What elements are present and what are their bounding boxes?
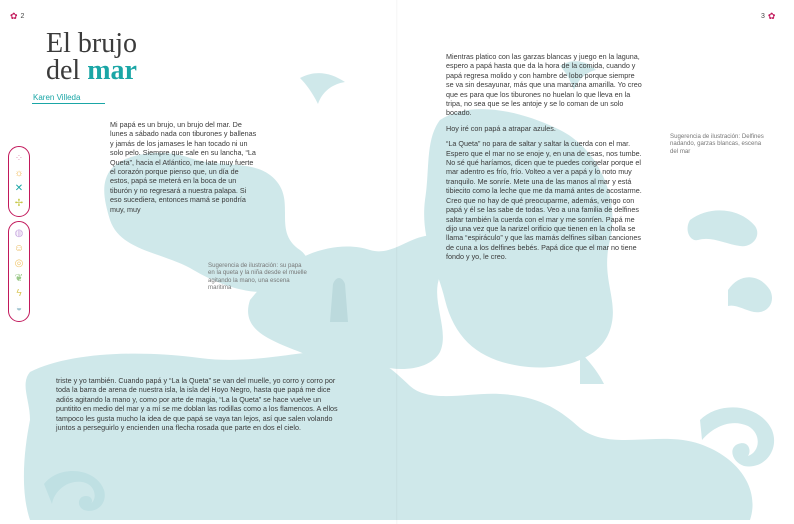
title-line-2 <box>46 57 137 84</box>
page-number-right-text: 3 <box>761 13 765 20</box>
paragraph: Mi papá es un brujo, un brujo del mar. De lunes a sábado nada con tiburones y ballenas y jamás de los jamases le han tocado ni un solo pelo. Siempre que sale en su lancha, “La Queta”, hacia el Atlántico, me late muy fuerte el corazón porque pienso que, un día de estos, papá se meterá en la boca de un tiburón y no regresará a nuestra palapa. Si eso sucediera, entonces mamá se pondría muy, muy <box>110 120 257 214</box>
bolt-icon: ϟ <box>16 288 22 299</box>
illustration-note-left: Sugerencia de ilustración: su papa en la queta y la niña desde el muelle agitando la mano, una escena maritima <box>208 262 307 292</box>
magenta-flower-icon: ✿ <box>10 11 18 21</box>
text-column-3 <box>446 52 642 268</box>
page-gutter <box>396 0 398 524</box>
face-icon: ☺ <box>13 243 25 254</box>
page-number-right <box>761 11 775 22</box>
paragraph: “La Queta” no para de saltar y saltar la cuerda con el mar. Espero que el mar no se enoje y, en una de esas, nos tumbe. No sé qué haríamos, dicen que te puedes congelar porque el mar adentro es frío, frío. Volteo a ver a papá y lo noto muy tranquilo. Me sonríe. Mete una de las manos al mar y está tibiecito como la leche que me da mamá antes de acostarme. Creo que no hay de qué preocuparme, además, vengo con papá y él se las sabe de todas. Veo a una familia de delfines saltar también la cuerda con el mar y me sonríen. Papá me dijo una vez que la narizel orificio que tienen en la cholla se llama “espiráculo” y que las mamás delfines silban canciones de cuna a los delfines bebés. Papá dice que el mar no tiene fondo y yo, le creo. <box>446 139 642 262</box>
paragraph: Hoy iré con papá a atrapar azules. <box>446 123 556 133</box>
teal-x-icon: ✕ <box>14 183 24 194</box>
paragraph: Mientras platico con las garzas blancas y juego en la laguna, espero a papá hasta que da la hora de la comida, cuando y papá regresa molido y con hambre de lobo porque siempre se va sin desayunar, más que una manzana amarilla. Yo creo que es para que los tiburones no huelan lo que lleva en la tripa, no sea que se les antoje y se lo coman de un solo bocado. <box>446 52 642 118</box>
leaf-icon: ❦ <box>14 273 24 284</box>
icon-group-2 <box>8 221 30 322</box>
story-title <box>46 30 137 84</box>
author-name: Karen Villeda <box>32 93 105 104</box>
title-line-2-accent: mar <box>87 55 137 86</box>
title-line-1: El brujo <box>46 28 137 59</box>
sidebar-icon-strip <box>8 146 30 326</box>
text-column-2 <box>56 376 339 438</box>
text-column-1 <box>110 120 258 220</box>
bowl-icon: ◒ <box>15 303 23 314</box>
page-number-left-text: 2 <box>20 13 25 20</box>
flower-dots-icon: ⁘ <box>14 153 24 164</box>
sun-ring-icon: ◎ <box>14 258 24 269</box>
globe-icon: ◍ <box>14 228 24 239</box>
sprout-icon: ✢ <box>14 198 24 209</box>
bird-shape <box>300 73 345 104</box>
magenta-flower-icon: ✿ <box>767 11 776 21</box>
title-line-2-prefix: del <box>46 55 88 86</box>
icon-group-1 <box>8 146 30 217</box>
sail-shape <box>580 352 604 384</box>
paragraph: triste y yo también. Cuando papá y “La la Queta” se van del muelle, yo corro y corro por toda la barra de arena de nuestra isla, la isla del Hoyo Negro, hasta que papá me dice adiós agitando la mano y, como por arte de magia, “La la Queta” se hace vuelve un puntitito en medio del mar y a mí se me doblan las rodillas como a los flamencos. A ellos tampoco les gusta mucho la idea de que papá se vaya tan lejos, así que salen volando juntos a perseguirlo y encienden una flecha rosada que parte en dos el cielo. <box>56 376 338 433</box>
page-number-left <box>10 11 24 22</box>
sun-icon: ☼ <box>14 168 24 179</box>
illustration-note-right: Sugerencia de ilustración: Delfines nadando, garzas blancas, escena del mar <box>670 133 764 155</box>
dolphin-shape-1 <box>688 210 758 246</box>
dolphin-shape-2 <box>728 277 772 312</box>
